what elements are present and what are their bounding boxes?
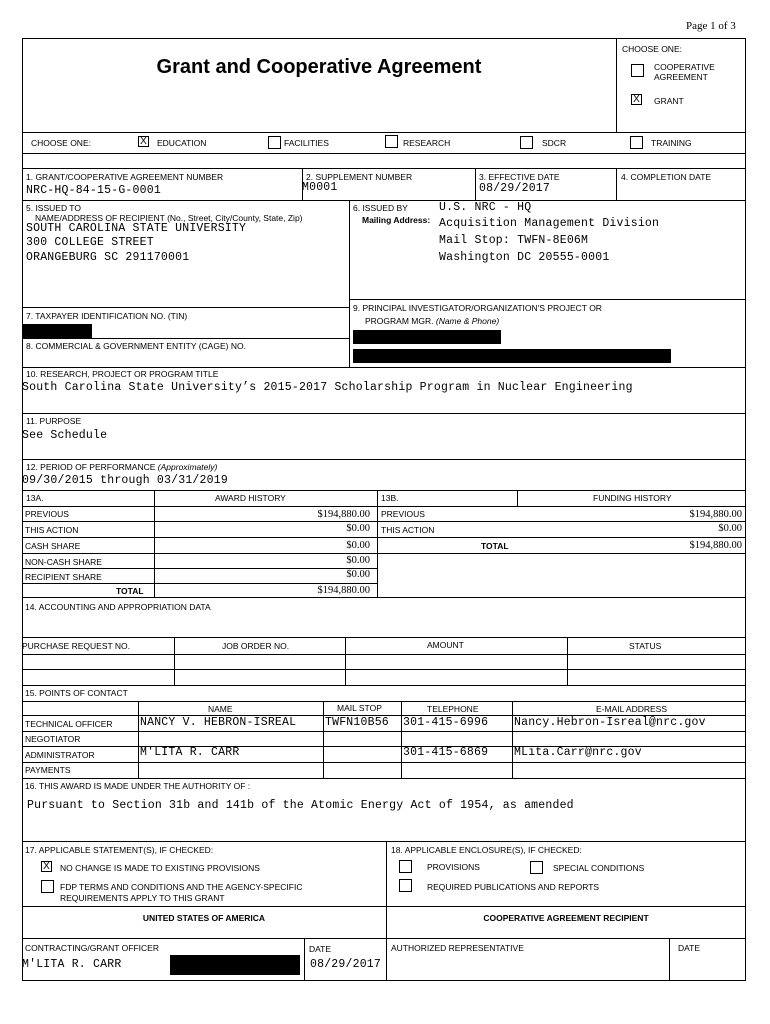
award-row-value: $0.00 bbox=[346, 540, 370, 551]
poc-phone: 301-415-6996 bbox=[403, 716, 489, 729]
funding-history-title: FUNDING HISTORY bbox=[593, 493, 672, 503]
f11-label: 11. PURPOSE bbox=[26, 416, 82, 426]
f12-label bbox=[26, 462, 217, 472]
period-of-performance: 09/30/2015 through 03/31/2019 bbox=[22, 474, 228, 487]
award-history-title: AWARD HISTORY bbox=[215, 493, 286, 503]
fdp-terms-label-1: FDP TERMS AND CONDITIONS AND THE AGENCY-SPECIFIC bbox=[60, 882, 303, 892]
award-history-code: 13A. bbox=[26, 493, 44, 503]
funding-row-label: PREVIOUS bbox=[381, 509, 425, 519]
authority: Pursuant to Section 31b and 141b of the Atomic Energy Act of 1954, as amended bbox=[27, 799, 574, 812]
poc-email: Nancy.Hebron-Isreal@nrc.gov bbox=[514, 716, 706, 729]
facilities-checkbox[interactable] bbox=[268, 136, 281, 149]
f14-label: 14. ACCOUNTING AND APPROPRIATION DATA bbox=[25, 602, 211, 612]
officer-signature-redaction bbox=[170, 955, 300, 975]
sdcr-checkbox[interactable] bbox=[520, 136, 533, 149]
funding-row-label: THIS ACTION bbox=[381, 525, 435, 535]
grant-checkbox[interactable]: X bbox=[631, 94, 642, 105]
f7-label: 7. TAXPAYER IDENTIFICATION NO. (TIN) bbox=[26, 311, 188, 321]
funding-history-code: 13B. bbox=[381, 493, 399, 503]
issuer-line-3: Mail Stop: TWFN-8E06M bbox=[439, 234, 589, 247]
amount-header: AMOUNT bbox=[427, 640, 464, 650]
supplement-number: M0001 bbox=[302, 181, 338, 194]
recipient-heading: COOPERATIVE AGREEMENT RECIPIENT bbox=[483, 913, 649, 923]
no-change-label: NO CHANGE IS MADE TO EXISTING PROVISIONS bbox=[60, 863, 260, 873]
required-publications-checkbox[interactable] bbox=[399, 879, 412, 892]
sdcr-label: SDCR bbox=[542, 138, 567, 148]
award-row-value: $0.00 bbox=[346, 523, 370, 534]
recipient-line-1: SOUTH CAROLINA STATE UNIVERSITY bbox=[26, 222, 247, 235]
provisions-label: PROVISIONS bbox=[427, 862, 480, 872]
officer-date: 08/29/2017 bbox=[310, 958, 382, 971]
education-label: EDUCATION bbox=[157, 138, 207, 148]
f18-label: 18. APPLICABLE ENCLOSURE(S), IF CHECKED: bbox=[391, 845, 582, 855]
facilities-label: FACILITIES bbox=[284, 138, 329, 148]
required-publications-label: REQUIRED PUBLICATIONS AND REPORTS bbox=[427, 882, 600, 892]
f4-label: 4. COMPLETION DATE bbox=[621, 172, 712, 182]
award-total-label: TOTAL bbox=[116, 586, 144, 596]
issuer-line-4: Washington DC 20555-0001 bbox=[439, 251, 610, 264]
choose-one-row-label: CHOOSE ONE: bbox=[31, 138, 91, 148]
status-header: STATUS bbox=[629, 641, 662, 651]
page-number: Page 1 of 3 bbox=[686, 20, 736, 32]
poc-phone: 301-415-6869 bbox=[403, 746, 489, 759]
rep-label: AUTHORIZED REPRESENTATIVE bbox=[391, 943, 524, 953]
fdp-terms-checkbox[interactable] bbox=[41, 880, 54, 893]
pi-phone-redaction bbox=[353, 349, 671, 363]
f5-label: 5. ISSUED TO bbox=[26, 203, 81, 213]
award-row-label: NON-CASH SHARE bbox=[25, 557, 102, 567]
f3-label: 3. EFFECTIVE DATE bbox=[479, 172, 560, 182]
award-row-value: $194,880.00 bbox=[317, 509, 370, 520]
issuer-line-2: Acquisition Management Division bbox=[439, 217, 660, 230]
purchase-request-header: PURCHASE REQUEST NO. bbox=[22, 641, 131, 651]
f1-label: 1. GRANT/COOPERATIVE AGREEMENT NUMBER bbox=[26, 172, 224, 182]
project-title: South Carolina State University’s 2015-2017 Scholarship Program in Nuclear Engineering bbox=[22, 381, 633, 394]
special-conditions-checkbox[interactable] bbox=[530, 861, 543, 874]
page-title: Grant and Cooperative Agreement bbox=[156, 56, 482, 78]
award-row-label: RECIPIENT SHARE bbox=[25, 572, 102, 582]
choose-one-top-label: CHOOSE ONE: bbox=[622, 44, 682, 54]
training-checkbox[interactable] bbox=[630, 136, 643, 149]
poc-role: TECHNICAL OFFICER bbox=[25, 719, 113, 729]
recipient-line-2: 300 COLLEGE STREET bbox=[26, 236, 154, 249]
award-row-value: $0.00 bbox=[346, 555, 370, 566]
effective-date: 08/29/2017 bbox=[479, 182, 551, 195]
poc-mailstop-header: MAIL STOP bbox=[337, 703, 382, 713]
f2-label: 2. SUPPLEMENT NUMBER bbox=[306, 172, 413, 182]
poc-role: NEGOTIATOR bbox=[25, 734, 81, 744]
pi-name-redaction bbox=[353, 330, 501, 344]
rep-date-label: DATE bbox=[678, 943, 701, 953]
research-checkbox[interactable] bbox=[385, 135, 398, 148]
award-row-label: PREVIOUS bbox=[25, 509, 69, 519]
no-change-checkbox[interactable]: X bbox=[41, 861, 52, 872]
grant-label: GRANT bbox=[654, 96, 684, 106]
f16-label: 16. THIS AWARD IS MADE UNDER THE AUTHORITY OF : bbox=[25, 781, 251, 791]
f9-label-1: 9. PRINCIPAL INVESTIGATOR/ORGANIZATION'S PROJECT OR bbox=[353, 303, 602, 313]
usa-heading: UNITED STATES OF AMERICA bbox=[142, 913, 266, 923]
f12-label-text: 12. PERIOD OF PERFORMANCE bbox=[26, 462, 156, 472]
award-total-value: $194,880.00 bbox=[317, 585, 370, 596]
cooperative-agreement-checkbox[interactable] bbox=[631, 64, 644, 77]
job-order-header: JOB ORDER NO. bbox=[222, 641, 290, 651]
award-row-label: CASH SHARE bbox=[25, 541, 81, 551]
poc-name: NANCY V. HEBRON-ISREAL bbox=[140, 716, 297, 729]
award-row-label: THIS ACTION bbox=[25, 525, 79, 535]
f5-sublabel: NAME/ADDRESS OF RECIPIENT (No., Street, City/County, State, Zip) bbox=[35, 213, 303, 223]
f17-label: 17. APPLICABLE STATEMENT(S), IF CHECKED: bbox=[25, 845, 214, 855]
poc-mailstop: TWFN10B56 bbox=[325, 716, 389, 729]
award-row-value: $0.00 bbox=[346, 569, 370, 580]
funding-row-value: $0.00 bbox=[718, 523, 742, 534]
mailing-address-label: Mailing Address: bbox=[362, 215, 431, 225]
f8-label: 8. COMMERCIAL & GOVERNMENT ENTITY (CAGE) NO. bbox=[26, 341, 246, 351]
poc-name-header: NAME bbox=[208, 704, 233, 714]
provisions-checkbox[interactable] bbox=[399, 860, 412, 873]
recipient-line-3: ORANGEBURG SC 291170001 bbox=[26, 251, 190, 264]
poc-phone-header: TELEPHONE bbox=[427, 704, 479, 714]
grant-number: NRC-HQ-84-15-G-0001 bbox=[26, 184, 161, 197]
special-conditions-label: SPECIAL CONDITIONS bbox=[553, 863, 645, 873]
research-label: RESEARCH bbox=[403, 138, 451, 148]
training-label: TRAINING bbox=[651, 138, 692, 148]
poc-role: PAYMENTS bbox=[25, 765, 71, 775]
poc-email: MLita.Carr@nrc.gov bbox=[514, 746, 642, 759]
f9-label-2b: (Name & Phone) bbox=[435, 316, 500, 326]
officer-name: M'LITA R. CARR bbox=[22, 958, 122, 971]
f9-label-2a: PROGRAM MGR. bbox=[365, 316, 434, 326]
f10-label: 10. RESEARCH, PROJECT OR PROGRAM TITLE bbox=[26, 369, 219, 379]
tin-redaction bbox=[22, 324, 92, 338]
cooperative-agreement-label: COOPERATIVE AGREEMENT bbox=[654, 62, 715, 82]
education-checkbox[interactable]: X bbox=[138, 136, 149, 147]
poc-role: ADMINISTRATOR bbox=[25, 750, 95, 760]
poc-email-header: E-MAIL ADDRESS bbox=[596, 704, 668, 714]
funding-row-value: $194,880.00 bbox=[689, 509, 742, 520]
f9-label-2 bbox=[365, 316, 499, 326]
f15-label: 15. POINTS OF CONTACT bbox=[25, 688, 128, 698]
officer-label: CONTRACTING/GRANT OFFICER bbox=[25, 943, 159, 953]
purpose: See Schedule bbox=[22, 429, 108, 442]
funding-total-value: $194,880.00 bbox=[689, 540, 742, 551]
issuer-line-1: U.S. NRC - HQ bbox=[439, 201, 532, 214]
officer-date-label: DATE bbox=[309, 944, 332, 954]
f12-label-note: (Approximately) bbox=[157, 462, 218, 472]
fdp-terms-label-2: REQUIREMENTS APPLY TO THIS GRANT bbox=[60, 893, 225, 903]
funding-total-label: TOTAL bbox=[481, 541, 509, 551]
f6-label: 6. ISSUED BY bbox=[353, 203, 408, 213]
poc-name: M'LITA R. CARR bbox=[140, 746, 240, 759]
